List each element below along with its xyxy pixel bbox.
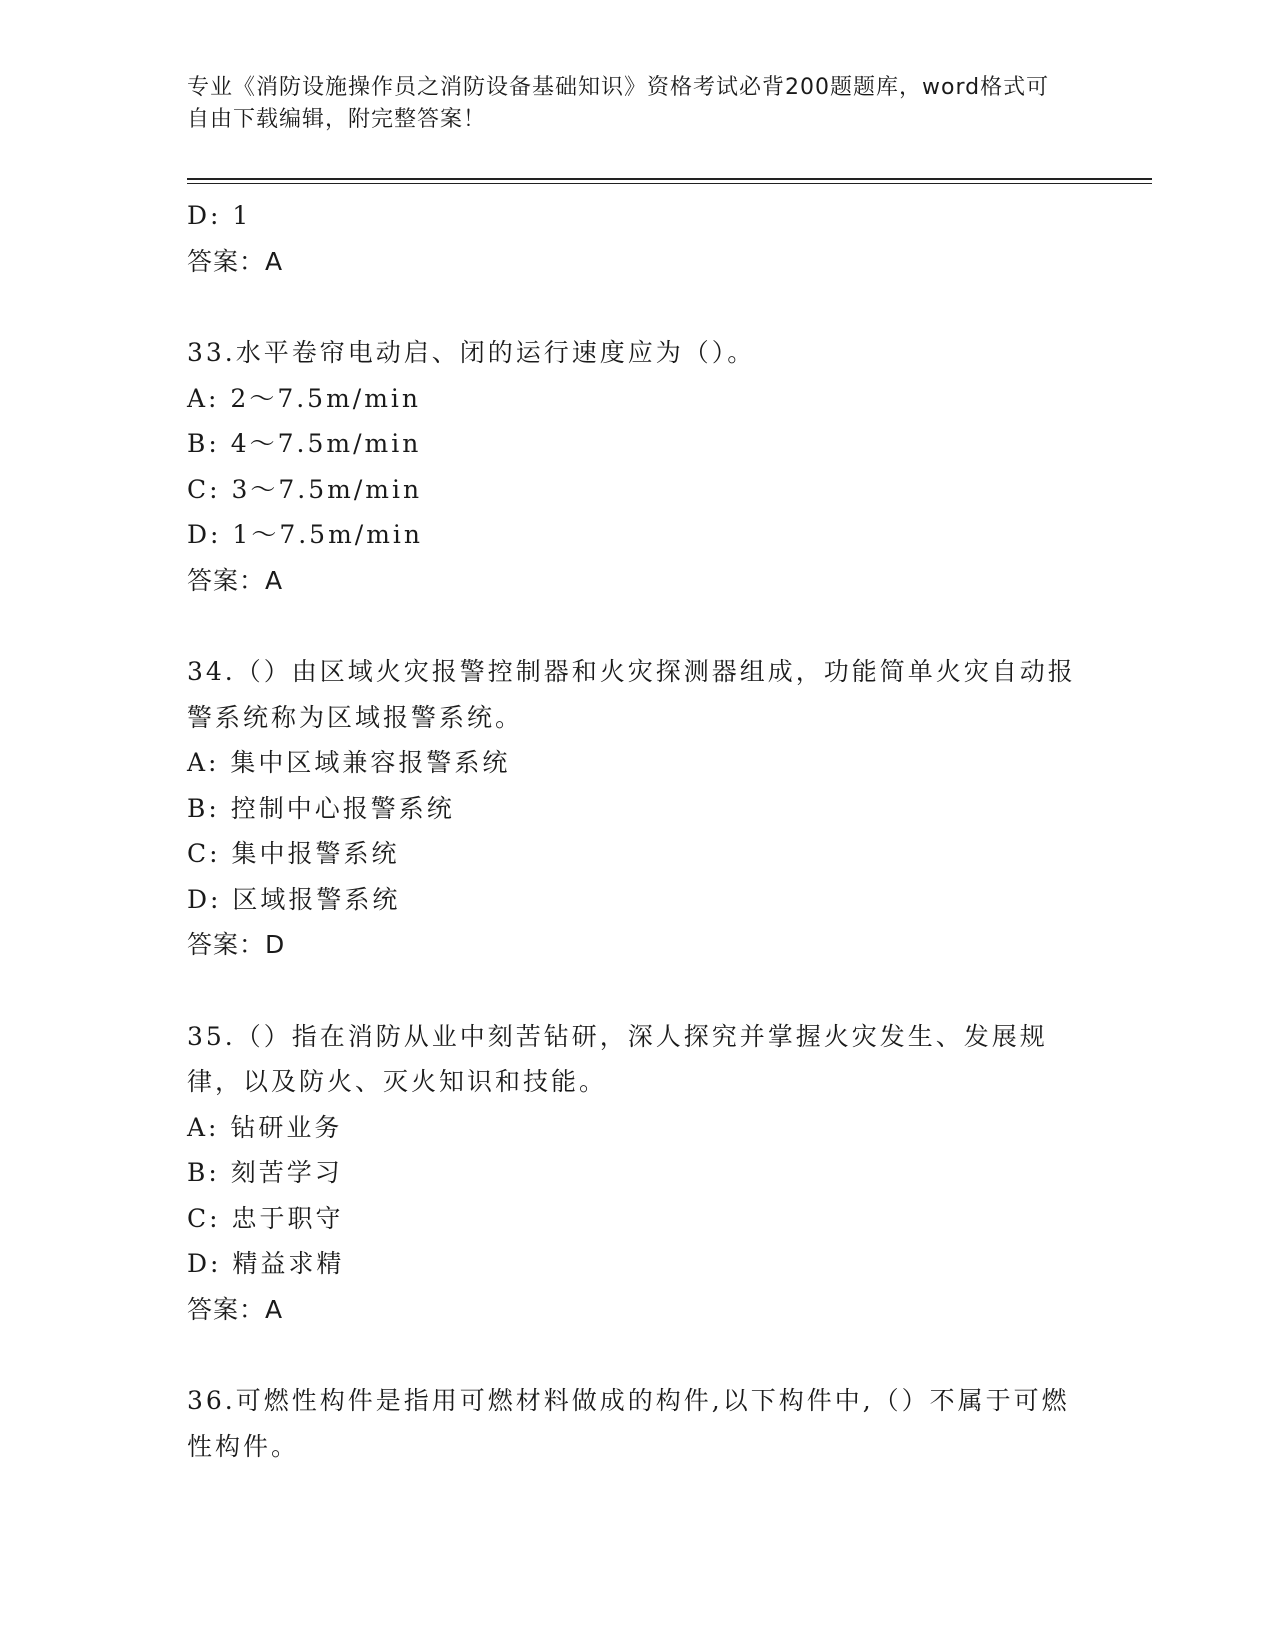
option-c: C: 集中报警系统: [187, 839, 400, 868]
option-b: B: 控制中心报警系统: [187, 793, 455, 823]
question-stem: 34.（）由区域火灾报警控制器和火灾探测器组成，功能简单火灾自动报警系统称为区域报警系统。: [187, 657, 1076, 732]
option-b: B: 刻苦学习: [187, 1158, 343, 1187]
previous-question-tail: [187, 193, 1087, 284]
question-stem: 33.水平卷帘电动启、闭的运行速度应为（）。: [187, 338, 756, 367]
option-c: C: 忠于职守: [187, 1203, 344, 1233]
question-33: [187, 330, 1087, 603]
option-d: D: 1: [187, 201, 252, 230]
option-d: D: 精益求精: [187, 1249, 345, 1278]
option-b: B: 4～7.5m/min: [187, 429, 422, 458]
question-34: [187, 649, 1087, 968]
answer: 答案：A: [187, 1294, 284, 1324]
option-a: A: 集中区域兼容报警系统: [187, 748, 511, 777]
option-c: C: 3～7.5m/min: [187, 474, 423, 504]
answer: 答案：A: [187, 565, 284, 595]
answer: 答案：D: [187, 930, 286, 959]
option-d: D: 1～7.5m/min: [187, 520, 424, 549]
question-stem: 36.可燃性构件是指用可燃材料做成的构件,以下构件中,（）不属于可燃性构件。: [187, 1386, 1070, 1461]
document-header: 专业《消防设施操作员之消防设备基础知识》资格考试必背200题题库，word格式可自由下载编辑，附完整答案！: [187, 75, 1050, 132]
question-35: [187, 1014, 1087, 1333]
question-36: [187, 1378, 1087, 1469]
question-stem: 35.（）指在消防从业中刻苦钻研，深人探究并掌握火灾发生、发展规律，以及防火、灭火知识和技能。: [187, 1021, 1048, 1096]
option-a: A: 2～7.5m/min: [187, 383, 422, 413]
option-d: D: 区域报警系统: [187, 884, 401, 914]
header-rule-thick: [187, 178, 1152, 180]
answer: 答案：A: [187, 246, 284, 276]
header-rule-thin: [187, 183, 1152, 184]
question-list: [187, 193, 1087, 1469]
option-a: A: 钻研业务: [187, 1112, 343, 1142]
